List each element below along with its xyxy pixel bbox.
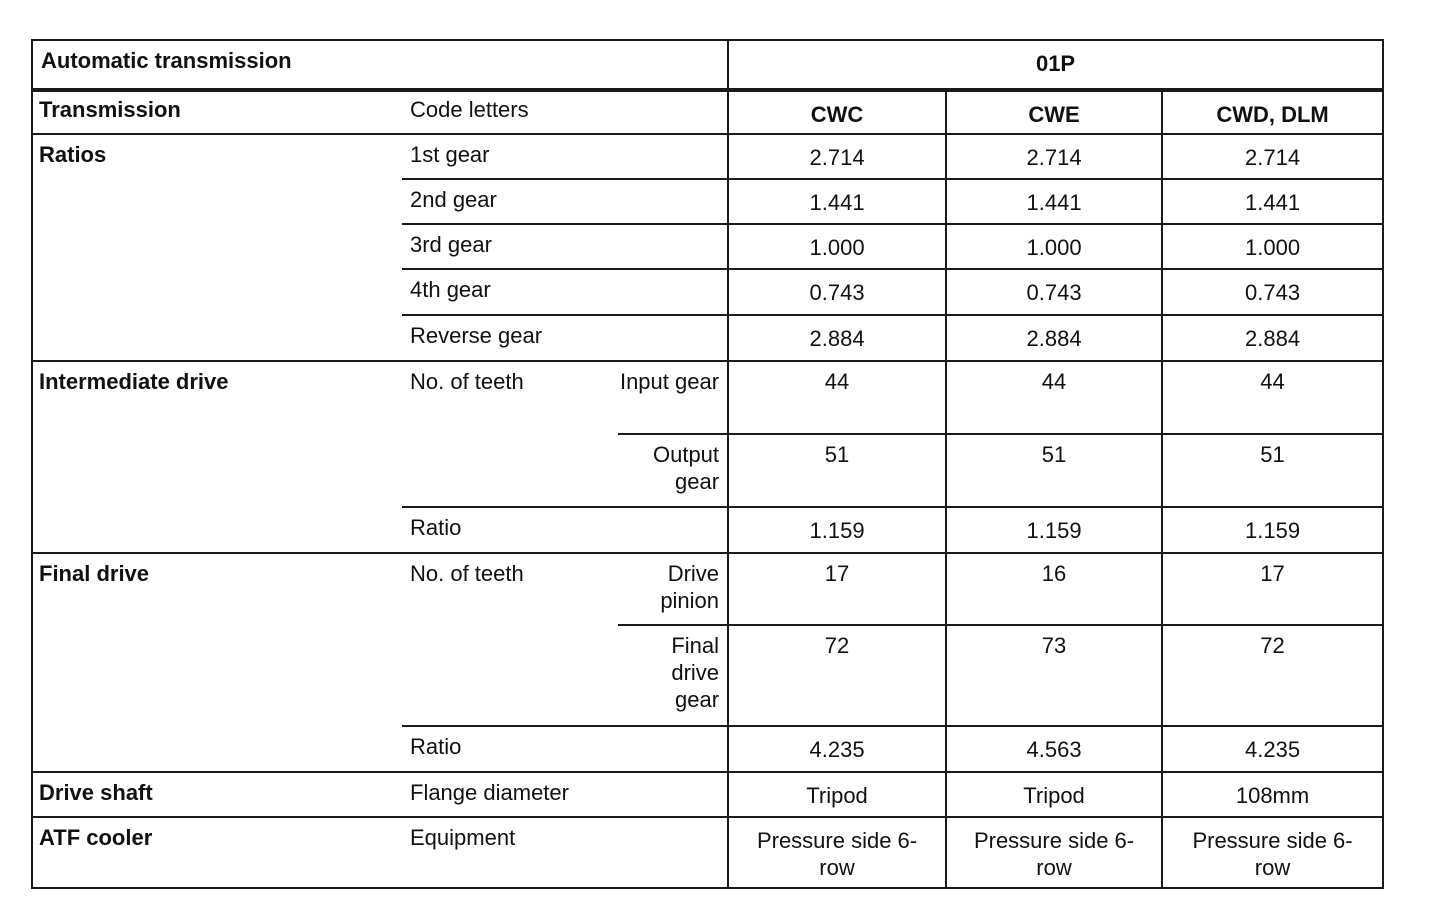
gear-label: 2nd gear (402, 179, 728, 224)
category-transmission: Transmission (32, 90, 402, 134)
equipment-value: Pressure side 6-row (946, 817, 1162, 888)
gear-label: Reverse gear (402, 315, 728, 361)
ratio-value: 1.000 (1162, 224, 1383, 269)
drive-shaft-row (32, 772, 1383, 817)
teeth-value: 44 (728, 361, 946, 434)
teeth-value: 51 (1162, 434, 1383, 507)
code-value: CWE (946, 90, 1162, 134)
ratio-value: 1.159 (1162, 507, 1383, 553)
flange-value: Tripod (946, 772, 1162, 817)
code-value: CWC (728, 90, 946, 134)
ratio-value: 2.714 (728, 134, 946, 179)
ratio-value: 1.159 (728, 507, 946, 553)
teeth-value: 72 (1162, 625, 1383, 726)
ratio-value: 0.743 (728, 269, 946, 315)
atf-cooler-row (32, 817, 1383, 888)
equipment-value: Pressure side 6-row (1162, 817, 1383, 888)
ratio-row (32, 134, 1383, 179)
ratio-value: 2.884 (1162, 315, 1383, 361)
teeth-value: 16 (946, 553, 1162, 625)
teeth-value: 44 (946, 361, 1162, 434)
teeth-label: No. of teeth (402, 553, 618, 726)
drive-pinion-label: Drive pinion (618, 553, 728, 625)
gear-label: 4th gear (402, 269, 728, 315)
category-ratios: Ratios (32, 134, 402, 361)
title-row (32, 40, 1383, 90)
table-title: Automatic transmission (32, 40, 728, 90)
teeth-value: 51 (728, 434, 946, 507)
code-value: CWD, DLM (1162, 90, 1383, 134)
ratio-value: 1.159 (946, 507, 1162, 553)
code-row (32, 90, 1383, 134)
teeth-value: 17 (1162, 553, 1383, 625)
ratio-label: Ratio (402, 507, 728, 553)
flange-diameter-label: Flange diameter (402, 772, 728, 817)
teeth-label: No. of teeth (402, 361, 618, 507)
ratio-label: Ratio (402, 726, 728, 772)
model-code: 01P (728, 40, 1383, 90)
ratio-value: 2.714 (1162, 134, 1383, 179)
ratio-value: 1.441 (946, 179, 1162, 224)
ratio-value: 4.235 (728, 726, 946, 772)
equipment-label: Equipment (402, 817, 728, 888)
ratio-value: 1.441 (1162, 179, 1383, 224)
teeth-value: 72 (728, 625, 946, 726)
teeth-value: 73 (946, 625, 1162, 726)
flange-value: 108mm (1162, 772, 1383, 817)
category-drive-shaft: Drive shaft (32, 772, 402, 817)
ratio-value: 0.743 (946, 269, 1162, 315)
ratio-value: 2.884 (728, 315, 946, 361)
ratio-value: 4.235 (1162, 726, 1383, 772)
teeth-value: 51 (946, 434, 1162, 507)
final-pinion-row (32, 553, 1383, 625)
category-intermediate-drive: Intermediate drive (32, 361, 402, 553)
gear-label: 3rd gear (402, 224, 728, 269)
code-letters-label: Code letters (402, 90, 728, 134)
output-gear-label: Output gear (618, 434, 728, 507)
flange-value: Tripod (728, 772, 946, 817)
ratio-value: 1.000 (728, 224, 946, 269)
ratio-value: 2.714 (946, 134, 1162, 179)
spec-table (31, 39, 1384, 889)
ratio-value: 0.743 (1162, 269, 1383, 315)
intermediate-input-row (32, 361, 1383, 434)
ratio-value: 1.000 (946, 224, 1162, 269)
teeth-value: 44 (1162, 361, 1383, 434)
category-atf-cooler: ATF cooler (32, 817, 402, 888)
category-final-drive: Final drive (32, 553, 402, 772)
ratio-value: 4.563 (946, 726, 1162, 772)
equipment-value: Pressure side 6-row (728, 817, 946, 888)
teeth-value: 17 (728, 553, 946, 625)
input-gear-label: Input gear (618, 361, 728, 434)
ratio-value: 1.441 (728, 179, 946, 224)
gear-label: 1st gear (402, 134, 728, 179)
final-drive-gear-label: Final drive gear (618, 625, 728, 726)
ratio-value: 2.884 (946, 315, 1162, 361)
